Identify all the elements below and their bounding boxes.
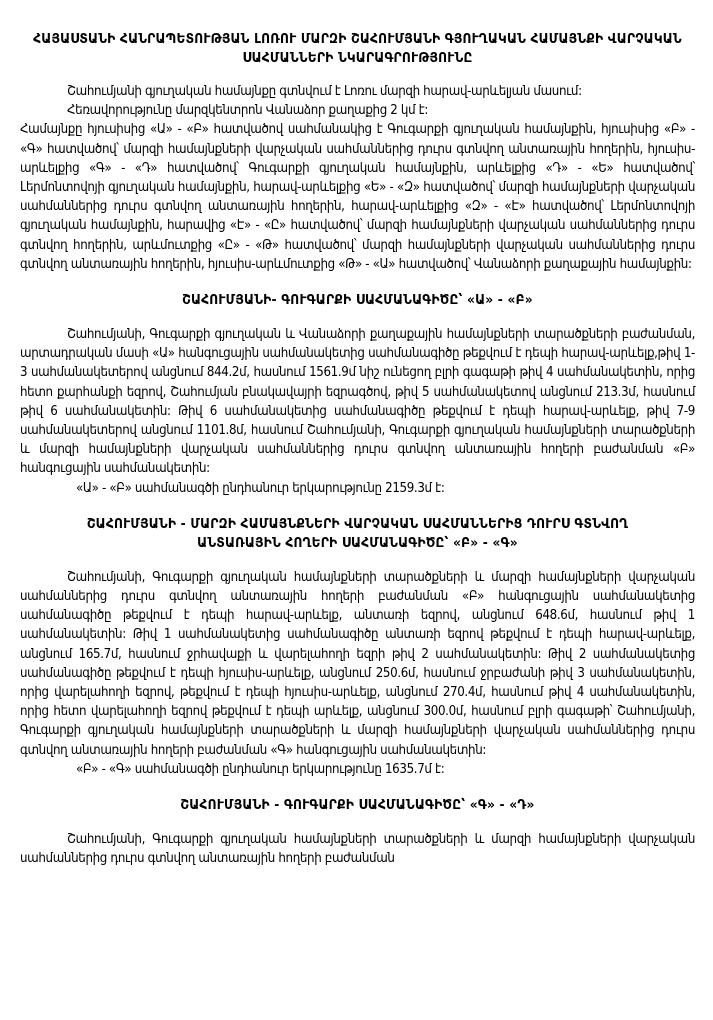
section-summary-b-g: «Բ» - «Գ» սահմանագծի ընդհանուր երկարությունը 1635.7մ է: (76, 761, 445, 777)
section-heading-b-g-line1: ՇԱՀՈՒՄՅԱՆԻ - ՄԱՐԶԻ ՀԱՄԱՅՆՔՆԵՐԻ ՎԱՐՉԱԿԱՆ ՍԱՀՄԱՆՆԵՐԻՑ ԴՈՒՐՍ ԳՏՆՎՈՂ (86, 515, 629, 532)
section-heading-b-g (20, 515, 695, 553)
document-title: ՀԱՅԱՍՏԱՆԻ ՀԱՆՐԱՊԵՏՈՒԹՅԱՆ ԼՈՌՈՒ ՄԱՐԶԻ ՇԱՀՈՒՄՅԱՆԻ ԳՅՈՒՂԱԿԱՆ ՀԱՄԱՅՆՔԻ ՎԱՐՉԱԿԱՆ ՍԱՀՄԱՆՆԵՐԻ ՆԿԱՐԱԳՐՈՒԹՅՈՒՆԸ (33, 31, 682, 66)
section-summary-a-b: «Ա» - «Բ» սահմանագծի ընդհանուր երկարությունը 2159.3մ է: (76, 480, 445, 496)
section-body-b-g: Շահումյանի, Գուգարքի գյուղական համայնքների տարածքների և մարզի համայնքների վարչական սահմաններից դուրս գտնվող անտառային հողերի բաժանման «Բ» հանգուցային սահմանակետից սահմանագիծը թեքվում է դեպի հարավ-արևելք, անտառի եզրով, անցնում 648.6մ, հասնում թիվ 1 սահմանակետին: Թիվ 1 սահմանակետից սահմանագիծը անտառի եզրով թեքվում է դեպի հարավ-արևելք, անցնում 165.7մ, հասնում ջրհավաքի և վարելահողի եզրի թիվ 2 սահմանակետին: Թիվ 2 սահմանակետից սահմանագիծը թեքվում է դեպի հյուսիս-արևելք, անցնում 250.6մ, հասնում ջրբաժանի թիվ 3 սահմանակետին, որից վարելահողի եզրով, թեքվում է դեպի հյուսիս-արևելք, անցնում 270.4մ, հասնում թիվ 4 սահմանակետին, որից հետո վարելահողի եզրով թեքվում է դեպի արևելք, անցնում 300.0մ, հասնում բլրի գագաթի՝ Շահումյանի, Գուգարքի գյուղական համայնքների տարածքների և մարզի համայնքների վարչական սահմաններից դուրս գտնվող անտառային հողերի բաժանման «Գ» հանգուցային սահմանակետին: (20, 569, 695, 758)
intro-paragraph-location: Շահումյանի գյուղական համայնքը գտնվում է Լոռու մարզի հարավ-արևելյան մասում: (67, 84, 582, 99)
section-body-a-b: Շահումյանի, Գուգարքի գյուղական և Վանաձորի քաղաքային համայնքների տարածքների բաժանման, արտադրական մասի «Ա» հանգուցային սահմանակետից սահմանագիծը թեքվում է դեպի հարավ-արևելք,թիվ 1-3 սահմանակետերով անցնում 844.2մ, հասնում 1561.9մ նիշ ունեցող բլրի գագաթի թիվ 4 սահմանակետին, որից հետո քարհանքի եզրով, Շահումյան բնակավայրի եզրագծով, թիվ 5 սահմանակետով անցնում 213.3մ, հասնում թիվ 6 սահմանակետին: Թիվ 6 սահմանակետից սահմանագիծը թեքվում է դեպի հարավ-արևելք, թիվ 7-9 սահմանակետերով անցնում 1101.8մ, հասնում Շահումյանի, Գուգարքի գյուղական համայնքների տարածքների և մարզի համայնքների վարչական սահմաններից դուրս գտնվող անտառային հողերի բաժանման «Բ» հանգուցային սահմանակետին: (20, 327, 695, 477)
section-heading-a-b: ՇԱՀՈՒՄՅԱՆԻ- ԳՈՒԳԱՐՔԻ ՍԱՀՄԱՆԱԳԻԾԸ՝ «Ա» - «Բ» (182, 292, 533, 309)
intro-paragraph-borders: Համայնքը հյուսիսից «Ա» - «Բ» հատվածով սահմանակից է Գուգարքի գյուղական համայնքին, հյուսիսից «Բ» - «Գ» հատվածով՝ մարզի համայնքների վարչական սահմաններից դուրս գտնվող անտառային հողերին, հյուսիս-արևելքից «Գ» - «Դ» հատվածով՝ Գուգարքի գյուղական համայնքին, արևելքից «Դ» - «Ե» հատվածով՝ Լերմոնտովոյի գյուղական համայնքին, հարավ-արևելքից «Ե» - «Զ» հատվածով՝ մարզի համայնքների վարչական սահմաններից դուրս գտնվող անտառային հողերին, հարավ-արևելքից «Զ» - «Է» հատվածով՝ Լերմոնտովոյի գյուղական համայնքին, հարավից «Է» - «Ը» հատվածով՝ մարզի համայնքների վարչական սահմաններից դուրս գտնվող հողերին, արևմուտքից «Ը» - «Թ» հատվածով՝ մարզի համայնքների վարչական սահմաններից դուրս գտնվող անտառային հողերին, հյուսիս-արևմուտքից «Թ» - «Ա» հատվածով՝ Վանաձորի քաղաքային համայնքին: (20, 122, 695, 272)
section-heading-g-d: ՇԱՀՈՒՄՅԱՆԻ - ԳՈՒԳԱՐՔԻ ՍԱՀՄԱՆԱԳԻԾԸ՝ «Գ» - «Դ» (180, 797, 535, 814)
section-heading-b-g-line2: ԱՆՏԱՌԱՅԻՆ ՀՈՂԵՐԻ ՍԱՀՄԱՆԱԳԻԾԸ՝ «Բ» - «Գ» (197, 534, 518, 551)
intro-paragraph-distance: Հեռավորությունը մարզկենտրոն Վանաձոր քաղաքից 2 կմ է: (67, 103, 429, 119)
section-body-g-d: Շահումյանի, Գուգարքի գյուղական համայնքների տարածքների և մարզի համայնքների վարչական սահմաններից դուրս գտնվող անտառային հողերի բաժանման (20, 832, 695, 867)
